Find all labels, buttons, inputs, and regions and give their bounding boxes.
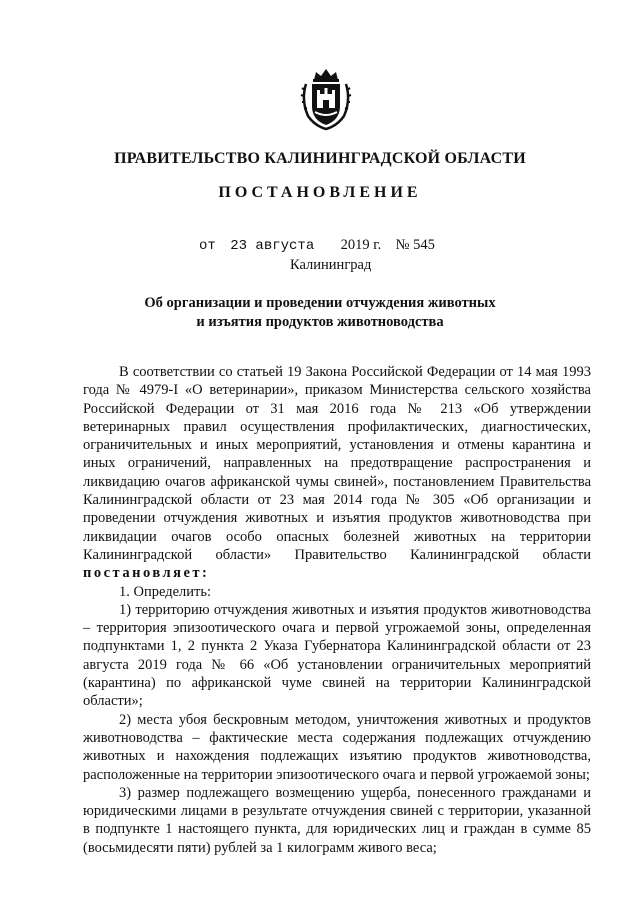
document-number: № 545	[395, 237, 435, 253]
document-title-line-2: и изъятия продуктов животноводства	[196, 314, 444, 330]
document-body	[83, 363, 591, 857]
date-day-month: 23 августа	[230, 238, 315, 254]
government-name: ПРАВИТЕЛЬСТВО КАЛИНИНГРАДСКОЙ ОБЛАСТИ	[114, 150, 526, 167]
item-1-subitem-3: 3) размер подлежащего возмещению ущерба, понесенного гражданами и юридическими лицами в результате отчуждения свиней с территории, указанной в подпункте 1 настоящего пункта, для юридических лиц и граждан в сумме 85 (восьмидесяти пяти) рублей за 1 килограмм живого веса;	[83, 784, 591, 856]
document-title-line-1: Об организации и проведении отчуждения животных	[144, 295, 496, 311]
document-date-line	[199, 237, 435, 254]
item-1-subitem-2: 2) места убоя бескровным методом, уничтожения животных и продуктов животноводства – фактические места содержания подлежащих отчуждению животных и нахождения подлежащих изъятию продуктов животноводства, расположенные на территории эпизоотического очага и первой угрожаемой зоны;	[83, 711, 591, 783]
document-title	[0, 294, 640, 332]
preamble-text: В соответствии со статьей 19 Закона Российской Федерации от 14 мая 1993 года № 4979-I «О ветеринарии», приказом Министерства сельского хозяйства Российской Федерации от 31 мая 2016 года № 213 «Об утверждении ветеринарных правил осуществления профилактических, диагностических, ограничительных и иных мероприятий, установления и отмены карантина и иных ограничений, направленных на предотвращение распространения и ликвидацию очагов африканской чумы свиней», постановлением Правительства Калининградской области от 23 мая 2014 года № 305 «Об организации и проведении отчуждения животных и изъятия продуктов животноводства при ликвидации очагов особо опасных болезней животных на территории Калининградской области» Правительство Калининградской области	[83, 364, 591, 563]
decree-word: постановляет:	[83, 565, 210, 582]
document-type: ПОСТАНОВЛЕНИЕ	[218, 184, 422, 201]
date-prefix: от	[199, 238, 216, 254]
preamble-paragraph	[83, 363, 591, 583]
coat-of-arms-emblem	[297, 66, 355, 132]
item-1-subitem-1: 1) территорию отчуждения животных и изъятия продуктов животноводства – территория эпизоотического очага и первой угрожаемой зоны, определенная подпунктами 1, 2 пункта 2 Указа Губернатора Калининградской области от 23 августа 2019 года № 66 «Об установлении ограничительных мероприятий (карантина) по африканской чуме свиней на территории Калининградской области»;	[83, 601, 591, 710]
item-1: 1. Определить:	[119, 583, 212, 600]
date-year: 2019 г.	[340, 237, 382, 253]
document-city: Калининград	[290, 257, 372, 273]
